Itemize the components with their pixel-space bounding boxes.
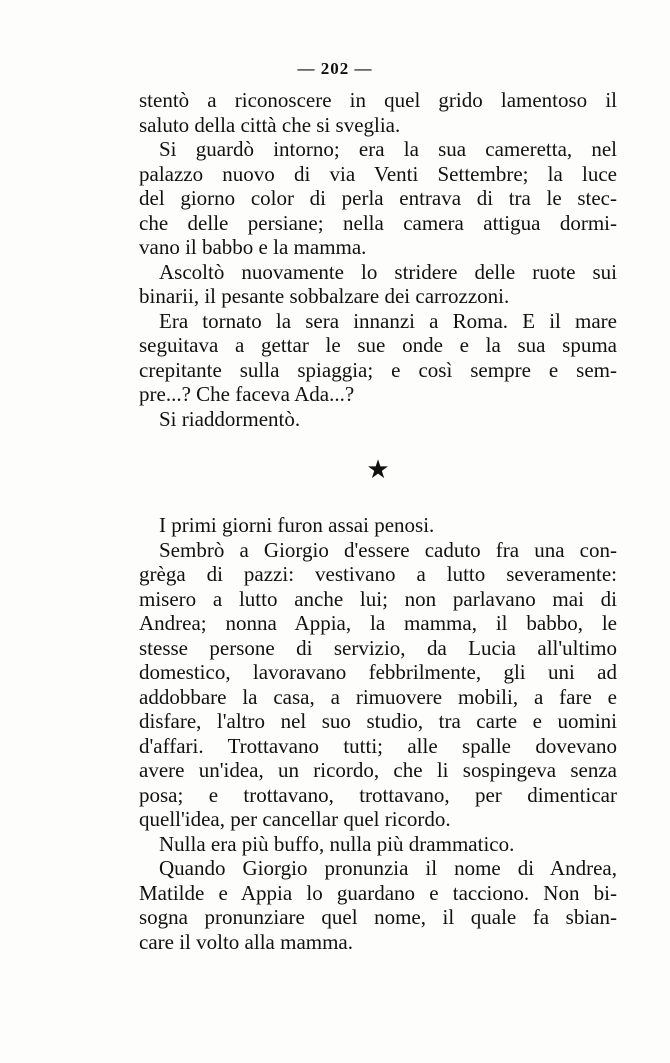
- text-line: d'affari. Trottavano tutti; alle spalle dovevano: [139, 733, 617, 758]
- text-line: seguitava a gettar le sue onde e la sua spuma: [139, 333, 617, 357]
- text-line: Matilde e Appia lo guardano e tacciono. Non bi-: [139, 880, 617, 905]
- page-number: — 202 —: [297, 59, 373, 78]
- text-line: Ascoltò nuovamente lo stridere delle ruote sui: [159, 259, 617, 284]
- text-line: stentò a riconoscere in quel grido lamentoso il: [139, 88, 617, 112]
- text-line: Nulla era più buffo, nulla più drammatico.: [159, 831, 515, 856]
- text-line: del giorno color di perla entrava di tra le stec-: [139, 186, 617, 210]
- text-line: che delle persiane; nella camera attigua dormi-: [139, 210, 617, 235]
- text-line: avere un'idea, un ricordo, che li sospingeva senza: [139, 758, 617, 782]
- text-line: addobbare la casa, a rimuovere mobili, a fare e: [139, 684, 617, 709]
- text-line: stesse persone di servizio, da Lucia all'ultimo: [139, 635, 617, 660]
- text-line: pre...? Che faceva Ada...?: [139, 382, 355, 406]
- text-line: Sembrò a Giorgio d'essere caduto fra una con-: [159, 537, 617, 562]
- text-line: palazzo nuovo di via Venti Settembre; la luce: [139, 161, 617, 186]
- paragraph-section-1: [139, 88, 617, 431]
- text-line: domestico, lavoravano febbrilmente, gli uni ad: [139, 660, 617, 684]
- text-line: crepitante sulla spiaggia; e così sempre e sem-: [139, 357, 617, 382]
- text-line: Si riaddormentò.: [159, 406, 301, 431]
- text-line: Si guardò intorno; era la sua cameretta, nel: [159, 137, 617, 161]
- paragraph-section-2: [139, 513, 617, 954]
- text-line: Quando Giorgio pronunzia il nome di Andrea,: [159, 856, 617, 880]
- text-line: quell'idea, per cancellar quel ricordo.: [139, 807, 451, 831]
- section-gap: [139, 505, 617, 513]
- text-line: sogna pronunziare quel nome, il quale fa sbian-: [139, 905, 617, 929]
- text-line: posa; e trottavano, trottavano, per dimenticar: [139, 782, 617, 807]
- text-line: saluto della città che si sveglia.: [139, 112, 401, 137]
- text-line: vano il babbo e la mamma.: [139, 235, 367, 259]
- text-line: Andrea; nonna Appia, la mamma, il babbo, le: [139, 611, 617, 635]
- text-line: Era tornato la sera innanzi a Roma. E il mare: [159, 308, 617, 333]
- text-line: misero a lutto anche lui; non parlavano mai di: [139, 586, 617, 611]
- text-line: disfare, l'altro nel suo studio, tra carte e uomini: [139, 709, 617, 733]
- text-line: binarii, il pesante sobbalzare dei carrozzoni.: [139, 284, 510, 308]
- text-line: care il volto alla mamma.: [139, 929, 353, 954]
- text-line: grèga di pazzi: vestivano a lutto severamente:: [139, 562, 617, 586]
- page-body: [139, 88, 617, 954]
- text-line: I primi giorni furon assai penosi.: [159, 513, 435, 537]
- section-separator-star: ★: [366, 455, 390, 484]
